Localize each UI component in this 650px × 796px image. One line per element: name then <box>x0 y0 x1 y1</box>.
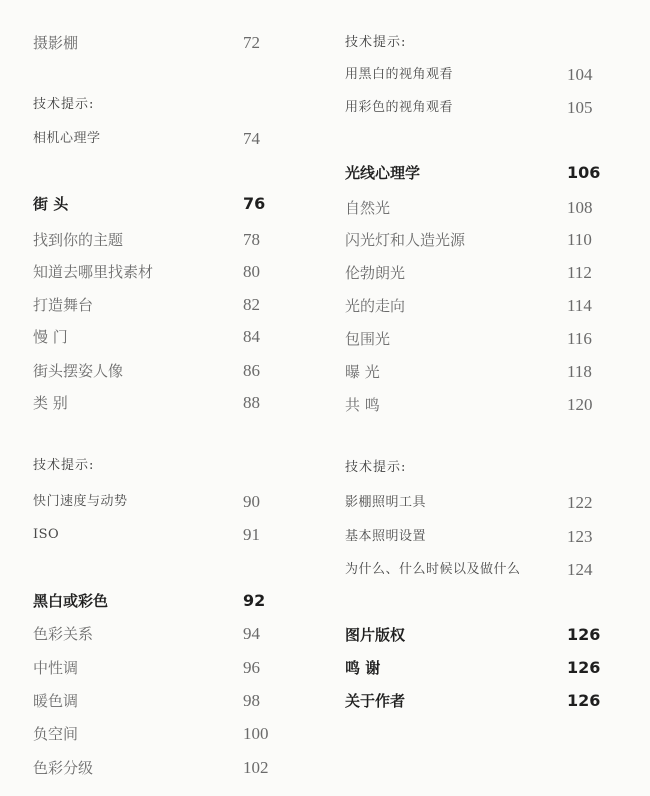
toc-entry-row <box>345 359 605 385</box>
toc-heading-label: 图片版权 <box>345 626 406 644</box>
toc-entry-label: 找到你的主题 <box>33 231 124 249</box>
toc-page-number: 88 <box>243 393 260 412</box>
toc-entry-label: 自然光 <box>345 199 391 217</box>
toc-page-number: 84 <box>243 327 260 346</box>
toc-tiphead-row <box>33 92 313 118</box>
toc-page-number: 90 <box>243 492 260 511</box>
toc-entry-row <box>33 259 313 285</box>
toc-heading-label: 街 头 <box>33 195 69 213</box>
toc-tip-label: 为什么、什么时候以及做什么 <box>345 562 521 577</box>
toc-heading-row <box>33 191 313 217</box>
toc-page-number: 126 <box>567 625 601 644</box>
toc-page-number: 126 <box>567 658 601 677</box>
toc-entry-label: 中性调 <box>33 659 79 677</box>
toc-heading-row <box>345 655 605 681</box>
toc-entry-label: 街头摆姿人像 <box>33 362 124 380</box>
toc-entry-row <box>33 721 313 747</box>
toc-entry-row <box>33 227 313 253</box>
toc-entry-label: 知道去哪里找素材 <box>33 263 154 281</box>
toc-page-number: 82 <box>243 295 260 314</box>
toc-tip-row <box>345 524 605 550</box>
toc-entry-row <box>33 655 313 681</box>
toc-entry-label: 光的走向 <box>345 297 406 315</box>
toc-page-number: 123 <box>567 527 593 546</box>
toc-entry-row <box>33 390 313 416</box>
toc-page-number: 120 <box>567 395 593 414</box>
toc-entry-label: 色彩关系 <box>33 625 94 643</box>
toc-entry-row <box>345 326 605 352</box>
toc-entry-row <box>345 260 605 286</box>
toc-heading-label: 关于作者 <box>345 692 406 710</box>
toc-entry-row <box>33 292 313 318</box>
toc-entry-label: 打造舞台 <box>33 296 94 314</box>
toc-heading-label: 光线心理学 <box>345 164 421 182</box>
toc-tip-row <box>33 522 313 548</box>
toc-page-number: 126 <box>567 691 601 710</box>
toc-entry-label: 曝 光 <box>345 363 380 381</box>
toc-entry-row <box>33 621 313 647</box>
toc-heading-label: 鸣 谢 <box>345 659 381 677</box>
toc-heading-row <box>345 160 605 186</box>
toc-page-number: 91 <box>243 525 260 544</box>
toc-heading-row <box>345 688 605 714</box>
toc-page-number: 122 <box>567 493 593 512</box>
toc-page-number: 102 <box>243 758 269 777</box>
toc-page-number: 124 <box>567 560 593 579</box>
toc-tip-row <box>345 95 605 121</box>
toc-page-number: 110 <box>567 230 592 249</box>
toc-entry-label: 类 别 <box>33 394 68 412</box>
toc-entry-row <box>33 324 313 350</box>
toc-tiphead-label: 技术提示: <box>33 458 95 473</box>
toc-entry-row <box>33 755 313 781</box>
toc-entry-label: 包围光 <box>345 330 391 348</box>
toc-tip-row <box>345 557 605 583</box>
toc-tiphead-row <box>345 30 605 56</box>
toc-tiphead-label: 技术提示: <box>345 460 407 475</box>
toc-heading-label: 黑白或彩色 <box>33 592 109 610</box>
toc-page-number: 106 <box>567 163 601 182</box>
toc-page-number: 76 <box>243 194 266 213</box>
toc-entry-row <box>33 358 313 384</box>
toc-entry-row <box>345 195 605 221</box>
toc-page-number: 92 <box>243 591 266 610</box>
toc-entry-row <box>345 293 605 319</box>
toc-page-number: 112 <box>567 263 592 282</box>
toc-tip-label: 用黑白的视角观看 <box>345 67 454 82</box>
toc-entry-label: 闪光灯和人造光源 <box>345 231 466 249</box>
toc-entry-label: 慢 门 <box>33 328 68 346</box>
toc-tip-label: 相机心理学 <box>33 131 101 146</box>
toc-entry-label: 共 鸣 <box>345 396 380 414</box>
toc-tip-row <box>345 490 605 516</box>
toc-entry-label: 摄影棚 <box>33 34 79 52</box>
toc-tip-label: ISO <box>33 527 60 542</box>
toc-page-number: 98 <box>243 691 260 710</box>
toc-tiphead-label: 技术提示: <box>33 97 95 112</box>
toc-tiphead-row <box>345 455 605 481</box>
toc-entry-row <box>33 688 313 714</box>
toc-tip-label: 快门速度与动势 <box>33 494 128 509</box>
toc-entry-row <box>33 30 313 56</box>
toc-heading-row <box>345 622 605 648</box>
toc-page-number: 105 <box>567 98 593 117</box>
toc-tip-row <box>345 62 605 88</box>
toc-tip-label: 用彩色的视角观看 <box>345 100 454 115</box>
toc-page-number: 74 <box>243 129 260 148</box>
toc-heading-row <box>33 588 313 614</box>
toc-tip-row <box>33 126 313 152</box>
toc-entry-label: 负空间 <box>33 725 79 743</box>
toc-page-number: 118 <box>567 362 592 381</box>
toc-page-number: 80 <box>243 262 260 281</box>
toc-entry-row <box>345 227 605 253</box>
toc-page-number: 78 <box>243 230 260 249</box>
toc-entry-label: 色彩分级 <box>33 759 94 777</box>
toc-page-number: 114 <box>567 296 592 315</box>
toc-tip-label: 基本照明设置 <box>345 529 427 544</box>
toc-page-number: 94 <box>243 624 260 643</box>
toc-tip-row <box>33 489 313 515</box>
toc-page-number: 116 <box>567 329 592 348</box>
toc-tip-label: 影棚照明工具 <box>345 495 427 510</box>
toc-entry-label: 暖色调 <box>33 692 79 710</box>
toc-entry-row <box>345 392 605 418</box>
toc-entry-label: 伦勃朗光 <box>345 264 406 282</box>
toc-tiphead-label: 技术提示: <box>345 35 407 50</box>
toc-page-number: 72 <box>243 33 260 52</box>
toc-page-number: 104 <box>567 65 593 84</box>
toc-page-number: 108 <box>567 198 593 217</box>
toc-tiphead-row <box>33 453 313 479</box>
toc-page-number: 86 <box>243 361 260 380</box>
toc-page-number: 100 <box>243 724 269 743</box>
toc-page-number: 96 <box>243 658 260 677</box>
